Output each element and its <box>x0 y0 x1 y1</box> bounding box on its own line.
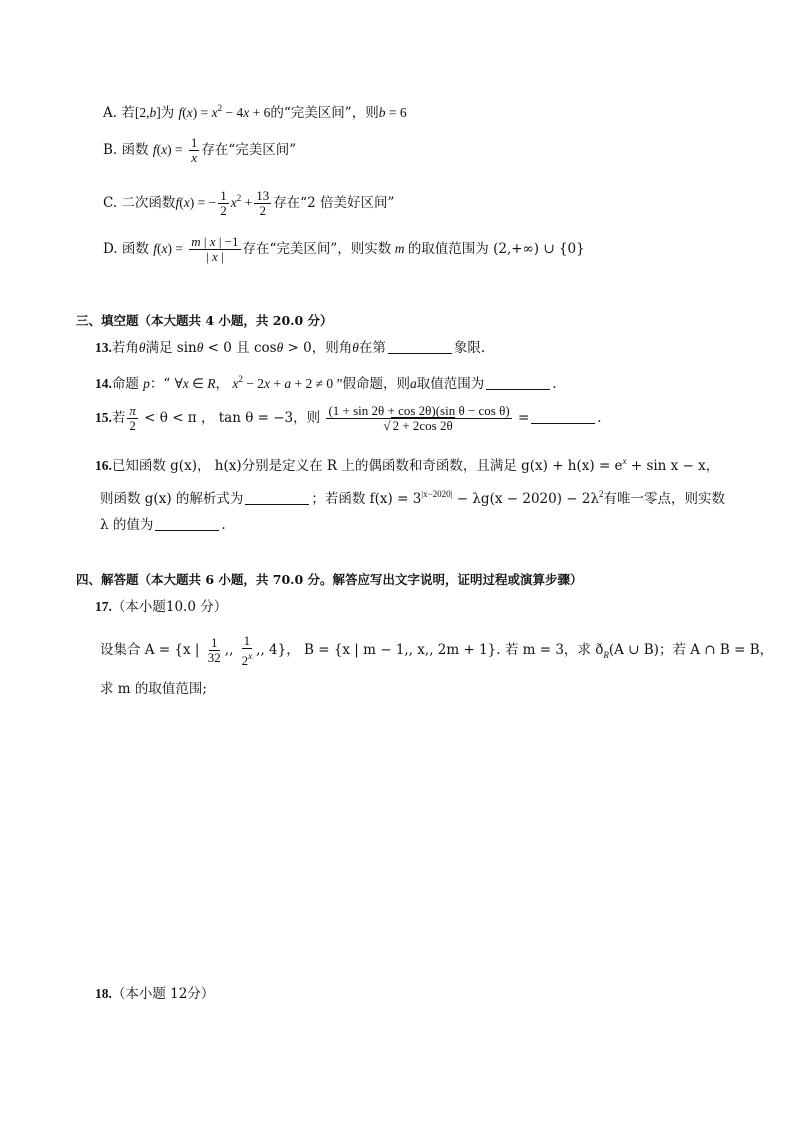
fraction: $\frac{1}{2^x}$ <box>241 632 253 668</box>
question-16-line-1: 16.已知函数 g(x)， h(x)分别是定义在 R 上的偶函数和奇函数，且满足 $g(x) + h(x) = e^x + \sin x - x$， <box>95 456 720 474</box>
answer-blank[interactable] <box>486 375 550 390</box>
question-18-header: 18.（本小题 12分） <box>95 986 215 1002</box>
question-17-header: 17.（本小题10.0 分） <box>95 599 228 615</box>
question-16-line-2: 则函数 g(x) 的解析式为 ；若函数 $f(x) = 3^{|x-2020|} - \lambda g(x - 2020) - 2\lambda^2$有唯一零点，则实数 <box>100 489 726 507</box>
answer-blank[interactable] <box>388 339 452 354</box>
option-d: D. 函数 f(x) = $\frac{m | x | -1}{| x |}$ 存在“完美区间”，则实数 m 的取值范围为 (2,+∞) ∪ {0} <box>103 234 585 264</box>
fraction: $\frac{1}{2}$ <box>220 188 227 218</box>
fraction: $\frac{1}{32}$ <box>207 635 221 665</box>
fraction: $\frac{\text{(1 + sin 2θ + cos 2θ)(sin θ − cos θ)}}{√ 2 + 2\cos 2\theta}$ <box>328 403 510 433</box>
question-14: 14.命题 p：“ ∀x ∈ R， $x^2 - 2x + a + 2 \ne 0$ ”假命题，则a取值范围为 . <box>95 374 557 392</box>
section-title-solutions: 四、解答题（本大题共 6 小题，共 70.0 分。解答应写出文字说明，证明过程或演算步骤） <box>76 572 583 587</box>
fraction: $\frac{1}{x}$ <box>190 135 198 165</box>
fraction: $\frac{\pi}{2}$ <box>129 403 136 433</box>
question-15: 15.若 $\frac{\pi}{2}$ < θ < π ， tan θ = −3，则 $\frac{\text{(1 + sin 2θ + cos 2θ)(sin θ − cos θ)}}{√ 2 + 2\cos 2\theta}$ = . <box>95 403 602 433</box>
question-13: 13.若角θ满足 sinθ < 0 且 cosθ > 0，则角θ在第 象限. <box>95 340 486 356</box>
option-b: B. 函数 f(x) = $\frac{1}{x}$ 存在“完美区间” <box>103 135 297 165</box>
question-17-line-2: 求 m 的取值范围; <box>100 681 207 697</box>
answer-blank[interactable] <box>245 490 309 505</box>
question-17-body: 设集合 A = {x | $\frac{1}{32}$ ,, $\frac{1}{2^x}$ ,, 4}， B = {x | m − 1,, x,, 2m + 1}. 若 m = 3，求 $ð_R(A$ ∪ B)；若 A ∩ B = B， <box>100 632 774 668</box>
fraction: $\frac{m | x | -1}{| x |}$ <box>191 234 239 264</box>
option-c: C. 二次函数f(x) = − $\frac{1}{2}$ $x^2$ + $\frac{13}{2}$ 存在“2 倍美好区间” <box>103 188 395 218</box>
question-16-line-3: λ 的值为 . <box>100 517 226 533</box>
section-title-fill-in: 三、填空题（本大题共 4 小题，共 20.0 分） <box>76 313 333 328</box>
answer-blank[interactable] <box>531 409 595 424</box>
fraction: $\frac{13}{2}$ <box>256 188 270 218</box>
option-a: A. 若[2,b]为 $f(x) = x^2 - 4x + 6$的“完美区间”，则b = 6 <box>103 103 407 121</box>
answer-blank[interactable] <box>155 516 219 531</box>
